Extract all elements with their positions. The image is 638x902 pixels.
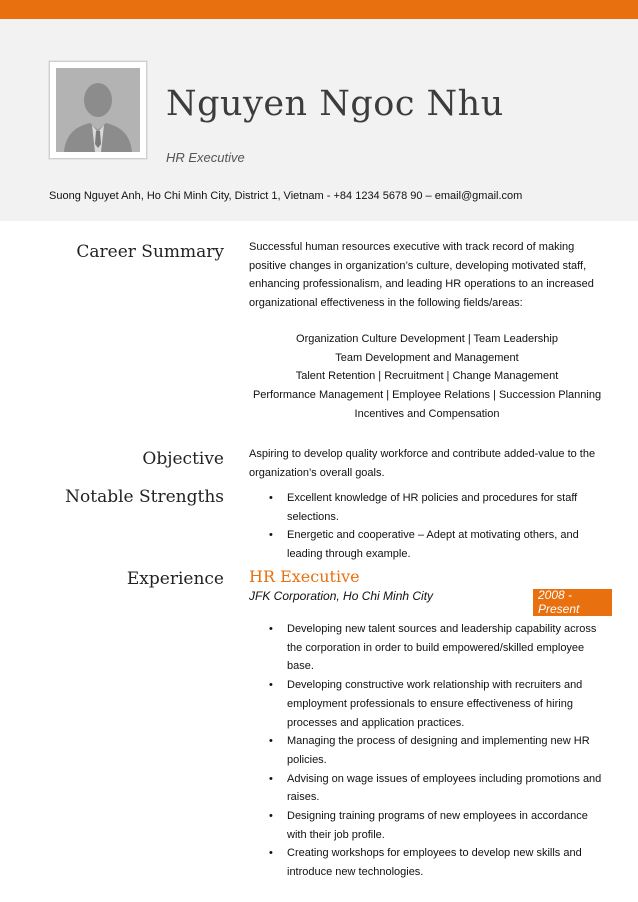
candidate-name: Nguyen Ngoc Nhu — [166, 84, 504, 124]
list-item: • Developing new talent sources and leadership capability across the corporation in order to build empowered/skilled employee base. — [249, 620, 605, 676]
experience-list — [249, 620, 605, 882]
date-badge — [533, 589, 612, 616]
person-silhouette-icon — [56, 68, 140, 152]
list-item: • Designing training programs of new employees in accordance with their job profile. — [249, 807, 605, 844]
career-summary-areas — [249, 330, 605, 424]
section-title-career-summary: Career Summary — [76, 242, 224, 262]
area-line: Team Development and Management — [335, 351, 519, 364]
profile-photo — [49, 61, 147, 159]
company-name: JFK Corporation, Ho Chi Minh City — [249, 589, 434, 603]
section-title-objective: Objective — [142, 449, 224, 469]
list-item: • Excellent knowledge of HR policies and procedures for staff selections. — [249, 489, 605, 526]
candidate-role: HR Executive — [166, 150, 245, 165]
list-item: • Developing constructive work relationship with recruiters and employment professionals to ensure effectiveness of hiring processes and application practices. — [249, 676, 605, 732]
list-item: • Creating workshops for employees to develop new skills and introduce new technologies. — [249, 844, 605, 881]
strengths-list — [249, 489, 605, 564]
job-title: HR Executive — [249, 567, 360, 586]
objective-text: Aspiring to develop quality workforce and contribute added-value to the organization’s overall goals. — [249, 448, 596, 479]
area-line: Talent Retention | Recruitment | Change Management — [295, 370, 559, 383]
list-item: • Advising on wage issues of employees including promotions and raises. — [249, 770, 605, 807]
top-accent-bar — [0, 0, 638, 19]
list-item: • Energetic and cooperative – Adept at motivating others, and leading through example. — [249, 526, 605, 563]
date-start: 2008 - — [538, 588, 573, 602]
list-item: • Managing the process of designing and implementing new HR policies. — [249, 732, 605, 769]
area-line: Organization Culture Development | Team Leadership — [296, 333, 558, 345]
date-end: Present — [538, 601, 580, 616]
section-title-experience: Experience — [126, 569, 224, 589]
area-line: Performance Management | Employee Relations | Succession Planning — [252, 389, 602, 402]
contact-line: Suong Nguyet Anh, Ho Chi Minh City, District 1, Vietnam - +84 1234 5678 90 – email@gmail.com — [49, 190, 523, 202]
career-summary-intro: Successful human resources executive with track record of making positive changes in organization’s culture, developing motivated staff, enhancing professionalism, and leading HR operations to an increased organizational effectiveness in the following fields/areas: — [249, 241, 594, 310]
section-title-notable-strengths: Notable Strengths — [65, 487, 224, 507]
area-line: Incentives and Compensation — [354, 407, 500, 420]
